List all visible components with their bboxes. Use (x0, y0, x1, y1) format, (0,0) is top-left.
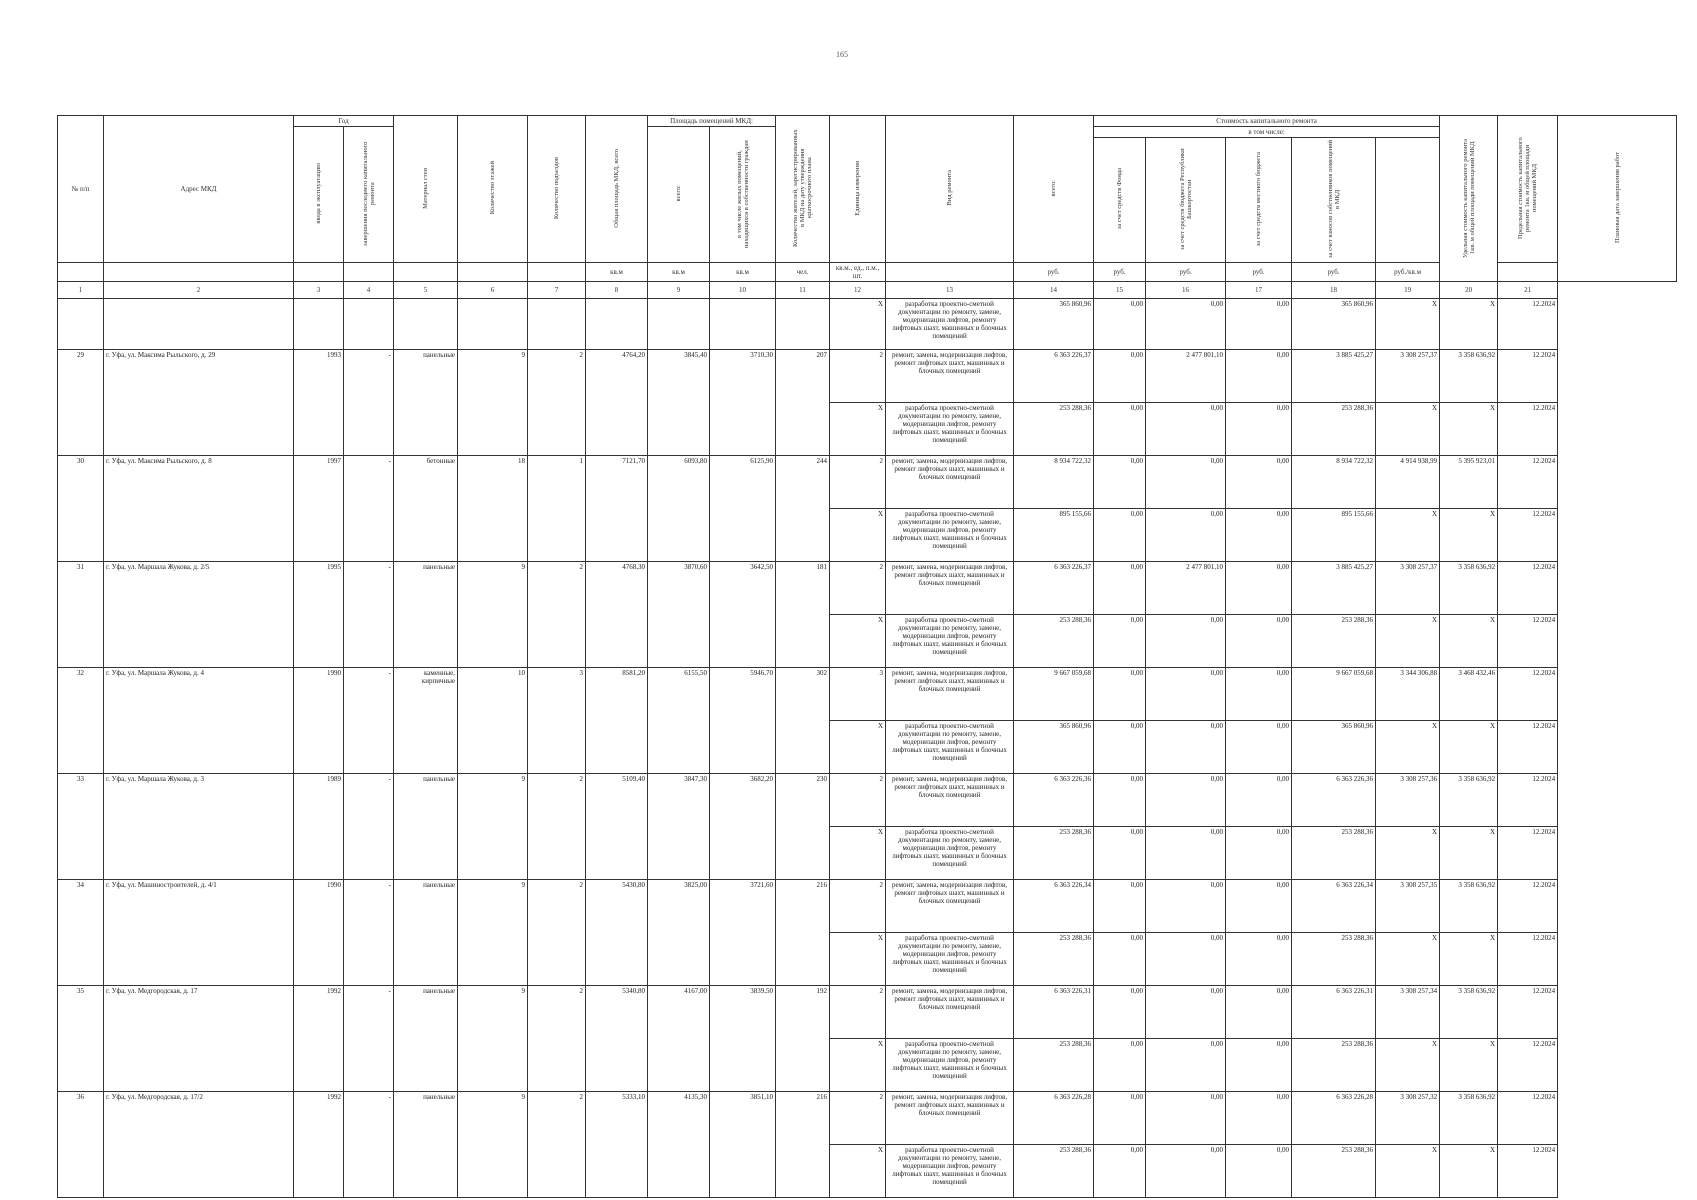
col-header-1: № п/п (58, 116, 104, 263)
last-repair-cell: - (344, 562, 394, 668)
cost-cell: 3 308 257,34 (1376, 986, 1440, 1039)
premises-area-cell: 3825,00 (648, 880, 710, 986)
cost-cell: 253 288,36 (1292, 1145, 1376, 1198)
wall-material-cell: панельные (394, 562, 458, 668)
col-header-16: за счет средств бюджета Республики Башкортостан (1178, 148, 1193, 250)
table-row (58, 668, 1677, 721)
cost-cell: 0,00 (1226, 721, 1292, 774)
total-area-cell: 8581,20 (586, 668, 648, 774)
cost-cell: X (1440, 827, 1498, 880)
cost-cell: X (1440, 933, 1498, 986)
cost-cell: 12.2024 (1498, 986, 1558, 1039)
residents-cell: 230 (776, 774, 830, 880)
entrances-cell: 2 (528, 1092, 586, 1198)
cost-cell: 5 395 923,01 (1440, 456, 1498, 509)
cost-cell: 365 860,96 (1292, 721, 1376, 774)
cost-cell: 0,00 (1146, 721, 1226, 774)
cost-cell: 0,00 (1226, 827, 1292, 880)
cost-cell: 0,00 (1226, 562, 1292, 615)
repair-type-cell: ремонт, замена, модернизация лифтов, ремонт лифтовых шахт, машинных и блочных помещений (886, 1092, 1014, 1145)
cost-cell: 3 358 636,92 (1440, 880, 1498, 933)
floors-cell: 10 (458, 668, 528, 774)
year-built-cell: 1990 (294, 668, 344, 774)
unit-cell: кв.м (586, 263, 648, 282)
floors-cell: 9 (458, 350, 528, 456)
cost-cell: 253 288,36 (1014, 1145, 1094, 1198)
last-repair-cell: - (344, 1092, 394, 1198)
cost-cell: 0,00 (1226, 509, 1292, 562)
cost-cell: 0,00 (1146, 403, 1226, 456)
cost-cell: X (830, 615, 886, 668)
col-header-4: завершения последнего капитального ремонта (361, 141, 376, 246)
repair-type-cell: разработка проектно-сметной документации по ремонту, замене, модернизации лифтов, ремонту лифтовых шахт, машинных и блочных помещений (886, 827, 1014, 880)
col-header-19: Удельная стоимость капитального ремонта 1кв. м общей площади помещений МКД (1461, 137, 1476, 258)
year-built-cell: 1989 (294, 774, 344, 880)
year-built-cell: 1990 (294, 880, 344, 986)
address-cell: г. Уфа, ул. Максима Рыльского, д. 8 (104, 456, 294, 562)
residential-area-cell: 3721,60 (710, 880, 776, 986)
col-header-3: ввода в эксплуатацию (315, 163, 322, 224)
cost-cell: 12.2024 (1498, 403, 1558, 456)
col-header-year: Год (294, 116, 394, 127)
cost-cell: 2 (830, 456, 886, 509)
cost-cell: 253 288,36 (1014, 933, 1094, 986)
cost-cell: 253 288,36 (1292, 615, 1376, 668)
cost-cell: 0,00 (1226, 774, 1292, 827)
repair-type-cell: разработка проектно-сметной документации по ремонту, замене, модернизации лифтов, ремонту лифтовых шахт, машинных и блочных помещений (886, 1145, 1014, 1198)
cost-cell: 0,00 (1226, 1145, 1292, 1198)
cost-cell: 0,00 (1146, 933, 1226, 986)
cost-cell: 0,00 (1226, 933, 1292, 986)
table-header (58, 116, 1677, 299)
cost-cell: 6 363 226,34 (1292, 880, 1376, 933)
cost-cell: 12.2024 (1498, 774, 1558, 827)
cost-cell: 6 363 226,31 (1292, 986, 1376, 1039)
column-number-row: 1 2 3 4 5 6 7 8 9 10 11 12 13 14 15 16 17 18 19 20 21 (58, 282, 1677, 299)
cost-cell: 0,00 (1094, 986, 1146, 1039)
repair-type-cell: ремонт, замена, модернизация лифтов, ремонт лифтовых шахт, машинных и блочных помещений (886, 456, 1014, 509)
cost-cell: 2 (830, 562, 886, 615)
repair-type-cell: ремонт, замена, модернизация лифтов, ремонт лифтовых шахт, машинных и блочных помещений (886, 986, 1014, 1039)
last-repair-cell: - (344, 774, 394, 880)
cost-cell: 12.2024 (1498, 880, 1558, 933)
cost-cell: 6 363 226,37 (1014, 350, 1094, 403)
unit-cell: руб. (1292, 263, 1376, 282)
cost-cell: 12.2024 (1498, 350, 1558, 403)
cost-cell: 253 288,36 (1014, 1039, 1094, 1092)
cost-cell: 6 363 226,28 (1292, 1092, 1376, 1145)
cost-cell: 6 363 226,36 (1292, 774, 1376, 827)
cost-cell: 12.2024 (1498, 721, 1558, 774)
cost-cell: 9 667 059,68 (1014, 668, 1094, 721)
cost-cell: 0,00 (1094, 1092, 1146, 1145)
address-cell: г. Уфа, ул. Медгородская, д. 17 (104, 986, 294, 1092)
entrances-cell: 2 (528, 986, 586, 1092)
cost-cell: 6 363 226,37 (1014, 562, 1094, 615)
table-row (58, 774, 1677, 827)
cost-cell: 0,00 (1146, 1145, 1226, 1198)
last-repair-cell: - (344, 456, 394, 562)
cost-cell: 2 477 801,10 (1146, 562, 1226, 615)
total-area-cell: 5109,40 (586, 774, 648, 880)
year-built-cell: 1992 (294, 986, 344, 1092)
residents-cell: 302 (776, 668, 830, 774)
repair-type-cell: ремонт, замена, модернизация лифтов, ремонт лифтовых шахт, машинных и блочных помещений (886, 668, 1014, 721)
floors-cell: 9 (458, 986, 528, 1092)
cost-cell: 8 934 722,32 (1014, 456, 1094, 509)
col-header-13: Вид ремонта (946, 170, 954, 206)
unit-cell: руб. (1146, 263, 1226, 282)
residents-cell: 192 (776, 986, 830, 1092)
cost-cell: 0,00 (1146, 456, 1226, 509)
table-row: X разработка проектно-сметной документации по ремонту, замене, модернизации лифтов, ремонту лифтовых шахт, машинных и блочных помещений 365 860,96 0,00 0,00 0,00 365 860,96 X X 12.2024 (58, 299, 1677, 350)
cost-cell: 12.2024 (1498, 1092, 1558, 1145)
floors-cell: 9 (458, 880, 528, 986)
cost-cell: 12.2024 (1498, 933, 1558, 986)
cost-cell: 12.2024 (1498, 827, 1558, 880)
cost-cell: 3 308 257,37 (1376, 562, 1440, 615)
unit-cell: руб. (1094, 263, 1146, 282)
cost-cell: 0,00 (1146, 880, 1226, 933)
residents-cell: 244 (776, 456, 830, 562)
row-number: 30 (58, 456, 104, 562)
cost-cell: 2 (830, 1092, 886, 1145)
cost-cell: X (830, 1145, 886, 1198)
cost-cell: 6 363 226,36 (1014, 774, 1094, 827)
last-repair-cell: - (344, 880, 394, 986)
residential-area-cell: 5946,70 (710, 668, 776, 774)
address-cell: г. Уфа, ул. Медгородская, д. 17/2 (104, 1092, 294, 1198)
page-number: 165 (836, 50, 848, 59)
last-repair-cell: - (344, 986, 394, 1092)
unit-cell: кв.м (648, 263, 710, 282)
cost-cell: X (1376, 615, 1440, 668)
repair-type-cell: разработка проектно-сметной документации по ремонту, замене, модернизации лифтов, ремонту лифтовых шахт, машинных и блочных помещений (886, 721, 1014, 774)
table-row (58, 350, 1677, 403)
cost-cell: 6 363 226,31 (1014, 986, 1094, 1039)
cost-cell: 0,00 (1146, 509, 1226, 562)
table-row (58, 562, 1677, 615)
cost-cell: X (1376, 509, 1440, 562)
cost-cell: 2 (830, 880, 886, 933)
last-repair-cell: - (344, 668, 394, 774)
premises-area-cell: 3870,60 (648, 562, 710, 668)
cost-cell: 3 885 425,27 (1292, 562, 1376, 615)
cost-cell: 0,00 (1094, 1039, 1146, 1092)
col-header-20: Предельная стоимость капитального ремонта 1кв. м общей площади помещений МКД (1517, 137, 1539, 239)
cost-cell: 3 308 257,37 (1376, 350, 1440, 403)
cost-cell: 12.2024 (1498, 615, 1558, 668)
unit-cell: чел. (776, 263, 830, 282)
entrances-cell: 2 (528, 880, 586, 986)
cost-cell: 0,00 (1226, 986, 1292, 1039)
cost-cell: 0,00 (1094, 509, 1146, 562)
cost-cell: X (1440, 1039, 1498, 1092)
cost-cell: 4 914 938,99 (1376, 456, 1440, 509)
repair-type-cell: ремонт, замена, модернизация лифтов, ремонт лифтовых шахт, машинных и блочных помещений (886, 774, 1014, 827)
cost-cell: 3 308 257,32 (1376, 1092, 1440, 1145)
row-number: 29 (58, 350, 104, 456)
row-number: 34 (58, 880, 104, 986)
cost-cell: 2 (830, 986, 886, 1039)
entrances-cell: 2 (528, 774, 586, 880)
wall-material-cell: панельные (394, 1092, 458, 1198)
premises-area-cell: 4135,30 (648, 1092, 710, 1198)
cost-cell: X (1376, 403, 1440, 456)
row-number: 33 (58, 774, 104, 880)
table-row (58, 880, 1677, 933)
residential-area-cell: 3642,50 (710, 562, 776, 668)
cost-cell: 365 860,96 (1014, 721, 1094, 774)
cost-cell: 0,00 (1146, 986, 1226, 1039)
cost-cell: 3 (830, 668, 886, 721)
wall-material-cell: панельные (394, 350, 458, 456)
cost-cell: X (830, 1039, 886, 1092)
col-header-18: за счет взносов собственников помещений в МКД (1326, 139, 1341, 259)
total-area-cell: 4768,30 (586, 562, 648, 668)
total-area-cell: 4764,20 (586, 350, 648, 456)
cost-cell: X (1440, 1145, 1498, 1198)
col-header-2: Адрес МКД (104, 116, 294, 263)
cost-cell: X (1376, 1145, 1440, 1198)
row-number: 36 (58, 1092, 104, 1198)
cost-cell: 0,00 (1146, 1092, 1226, 1145)
cost-cell: 0,00 (1226, 1039, 1292, 1092)
col-header-17: за счет средств местного бюджета (1255, 151, 1263, 247)
unit-cell: руб. (1226, 263, 1292, 282)
row-number: 31 (58, 562, 104, 668)
cost-cell: 0,00 (1094, 1145, 1146, 1198)
wall-material-cell: панельные (394, 774, 458, 880)
cost-cell: 12.2024 (1498, 1145, 1558, 1198)
year-built-cell: 1997 (294, 456, 344, 562)
premises-area-cell: 6155,50 (648, 668, 710, 774)
repair-type-cell: разработка проектно-сметной документации по ремонту, замене, модернизации лифтов, ремонту лифтовых шахт, машинных и блочных помещений (886, 933, 1014, 986)
cost-cell: X (1376, 827, 1440, 880)
year-built-cell: 1993 (294, 350, 344, 456)
cost-cell: 0,00 (1146, 1039, 1226, 1092)
col-header-12: Единица измерения (854, 160, 862, 216)
address-cell: г. Уфа, ул. Максима Рыльского, д. 29 (104, 350, 294, 456)
cost-cell: 0,00 (1146, 827, 1226, 880)
cost-cell: 0,00 (1146, 774, 1226, 827)
unit-cell: кв.м., ед., п.м., шт. (830, 263, 886, 282)
col-header-9: всего: (675, 185, 683, 202)
cost-cell: X (830, 403, 886, 456)
residential-area-cell: 3682,20 (710, 774, 776, 880)
cost-cell: 0,00 (1094, 456, 1146, 509)
table-row (58, 986, 1677, 1039)
residents-cell: 207 (776, 350, 830, 456)
cost-cell: 0,00 (1094, 933, 1146, 986)
row-number: 35 (58, 986, 104, 1092)
address-cell: г. Уфа, ул. Машиностроителей, д. 4/1 (104, 880, 294, 986)
cost-cell: 12.2024 (1498, 562, 1558, 615)
address-cell: г. Уфа, ул. Маршала Жукова, д. 4 (104, 668, 294, 774)
cost-cell: 0,00 (1094, 350, 1146, 403)
residential-area-cell: 3839,50 (710, 986, 776, 1092)
floors-cell: 9 (458, 774, 528, 880)
cost-cell: 253 288,36 (1014, 403, 1094, 456)
cost-cell: 0,00 (1094, 668, 1146, 721)
cost-cell: 0,00 (1094, 721, 1146, 774)
cost-cell: X (1376, 1039, 1440, 1092)
cost-cell: 253 288,36 (1292, 403, 1376, 456)
cost-cell: 253 288,36 (1014, 615, 1094, 668)
cost-cell: 0,00 (1094, 827, 1146, 880)
cost-cell: 2 (830, 774, 886, 827)
cost-cell: 0,00 (1226, 350, 1292, 403)
repair-type-cell: разработка проектно-сметной документации по ремонту, замене, модернизации лифтов, ремонту лифтовых шахт, машинных и блочных помещений (886, 403, 1014, 456)
wall-material-cell: каменные, кирпичные (394, 668, 458, 774)
row-number: 32 (58, 668, 104, 774)
cost-cell: 3 358 636,92 (1440, 350, 1498, 403)
residents-cell: 181 (776, 562, 830, 668)
cost-cell: 3 468 432,46 (1440, 668, 1498, 721)
total-area-cell: 7121,70 (586, 456, 648, 562)
col-header-11: Количество жителей, зарегистрированных в МКД на дату утверждения краткосрочного плана (792, 129, 814, 247)
premises-area-cell: 3845,40 (648, 350, 710, 456)
residential-area-cell: 6125,90 (710, 456, 776, 562)
col-header-cost: Стоимость капитального ремонта (1094, 116, 1440, 127)
premises-area-cell: 3847,30 (648, 774, 710, 880)
cost-cell: 12.2024 (1498, 456, 1558, 509)
entrances-cell: 3 (528, 668, 586, 774)
cost-cell: X (1440, 721, 1498, 774)
total-area-cell: 5340,80 (586, 986, 648, 1092)
cost-cell: 0,00 (1094, 880, 1146, 933)
col-header-5: Материал стен (422, 167, 430, 209)
cost-cell: X (1376, 933, 1440, 986)
cost-cell: X (830, 933, 886, 986)
repair-type-cell: разработка проектно-сметной документации по ремонту, замене, модернизации лифтов, ремонту лифтовых шахт, машинных и блочных помещений (886, 615, 1014, 668)
last-repair-cell: - (344, 350, 394, 456)
cost-cell: X (1440, 403, 1498, 456)
cost-cell: 0,00 (1226, 668, 1292, 721)
col-header-21: Плановая дата завершения работ (1613, 151, 1621, 244)
col-header-8: Общая площадь МКД, всего (613, 148, 621, 228)
table-row (58, 456, 1677, 509)
col-header-incl: в том числе: (1094, 127, 1440, 138)
cost-cell: 9 667 059,68 (1292, 668, 1376, 721)
cost-cell: 253 288,36 (1292, 827, 1376, 880)
unit-cell: руб./кв.м (1376, 263, 1440, 282)
col-header-7: Количество подъездов (553, 156, 561, 220)
address-cell: г. Уфа, ул. Маршала Жукова, д. 3 (104, 774, 294, 880)
cost-cell: 895 155,66 (1292, 509, 1376, 562)
floors-cell: 9 (458, 562, 528, 668)
col-header-6: Количество этажей (489, 161, 497, 215)
cost-cell: 3 358 636,92 (1440, 986, 1498, 1039)
cost-cell: 2 (830, 350, 886, 403)
wall-material-cell: панельные (394, 986, 458, 1092)
entrances-cell: 1 (528, 456, 586, 562)
cost-cell: 6 363 226,34 (1014, 880, 1094, 933)
unit-cell: руб. (1014, 263, 1094, 282)
unit-cell: кв.м (710, 263, 776, 282)
cost-cell: 3 358 636,92 (1440, 1092, 1498, 1145)
col-header-15: за счет средств Фонда (1116, 168, 1124, 230)
col-header-14: всего: (1050, 179, 1058, 197)
cost-cell: 253 288,36 (1292, 1039, 1376, 1092)
repair-type-cell: разработка проектно-сметной документации по ремонту, замене, модернизации лифтов, ремонту лифтовых шахт, машинных и блочных помещений (886, 509, 1014, 562)
entrances-cell: 2 (528, 562, 586, 668)
residential-area-cell: 3710,30 (710, 350, 776, 456)
cost-cell: 2 477 801,10 (1146, 350, 1226, 403)
cost-cell: 12.2024 (1498, 509, 1558, 562)
cost-cell: 6 363 226,28 (1014, 1092, 1094, 1145)
year-built-cell: 1995 (294, 562, 344, 668)
table-body (58, 299, 1677, 1198)
cost-cell: 0,00 (1146, 668, 1226, 721)
cost-cell: 0,00 (1226, 403, 1292, 456)
residents-cell: 216 (776, 1092, 830, 1198)
total-area-cell: 5430,80 (586, 880, 648, 986)
col-header-area: Площадь помещений МКД: (648, 116, 776, 127)
residential-area-cell: 3851,10 (710, 1092, 776, 1198)
cost-cell: X (1440, 615, 1498, 668)
cost-cell: 3 358 636,92 (1440, 562, 1498, 615)
year-built-cell: 1992 (294, 1092, 344, 1198)
entrances-cell: 2 (528, 350, 586, 456)
cost-cell: 12.2024 (1498, 668, 1558, 721)
cost-cell: 0,00 (1226, 880, 1292, 933)
cost-cell: 895 155,66 (1014, 509, 1094, 562)
floors-cell: 9 (458, 1092, 528, 1198)
cost-cell: X (830, 509, 886, 562)
wall-material-cell: панельные (394, 880, 458, 986)
cost-cell: 3 885 425,27 (1292, 350, 1376, 403)
premises-area-cell: 4167,00 (648, 986, 710, 1092)
cost-cell: 0,00 (1094, 774, 1146, 827)
cost-cell: X (1440, 509, 1498, 562)
cost-cell: 3 344 306,88 (1376, 668, 1440, 721)
floors-cell: 18 (458, 456, 528, 562)
repair-type-cell: разработка проектно-сметной документации по ремонту, замене, модернизации лифтов, ремонту лифтовых шахт, машинных и блочных помещений (886, 1039, 1014, 1092)
total-area-cell: 5333,10 (586, 1092, 648, 1198)
cost-cell: X (830, 721, 886, 774)
cost-cell: 12.2024 (1498, 1039, 1558, 1092)
col-header-10: в том числе жилых помещений, находящихся в собственности граждан (735, 139, 750, 248)
cost-cell: 8 934 722,32 (1292, 456, 1376, 509)
cost-cell: 3 358 636,92 (1440, 774, 1498, 827)
repair-type-cell: ремонт, замена, модернизация лифтов, ремонт лифтовых шахт, машинных и блочных помещений (886, 562, 1014, 615)
cost-cell: 0,00 (1094, 615, 1146, 668)
cost-cell: 0,00 (1226, 615, 1292, 668)
cost-cell: 0,00 (1226, 456, 1292, 509)
cost-cell: 253 288,36 (1292, 933, 1376, 986)
cost-cell: X (1376, 721, 1440, 774)
table-row (58, 1092, 1677, 1145)
address-cell: г. Уфа, ул. Маршала Жукова, д. 2/5 (104, 562, 294, 668)
cost-cell: 3 308 257,36 (1376, 774, 1440, 827)
cost-cell: 0,00 (1226, 1092, 1292, 1145)
residents-cell: 216 (776, 880, 830, 986)
cost-cell: 0,00 (1094, 562, 1146, 615)
repair-type-cell: ремонт, замена, модернизация лифтов, ремонт лифтовых шахт, машинных и блочных помещений (886, 880, 1014, 933)
repair-type-cell: ремонт, замена, модернизация лифтов, ремонт лифтовых шахт, машинных и блочных помещений (886, 350, 1014, 403)
cost-cell: 3 308 257,35 (1376, 880, 1440, 933)
wall-material-cell: бетонные (394, 456, 458, 562)
premises-area-cell: 6093,80 (648, 456, 710, 562)
cost-cell: 253 288,36 (1014, 827, 1094, 880)
cost-cell: X (830, 827, 886, 880)
cost-cell: 0,00 (1094, 403, 1146, 456)
cost-cell: 0,00 (1146, 615, 1226, 668)
capital-repair-table (57, 115, 1677, 1198)
